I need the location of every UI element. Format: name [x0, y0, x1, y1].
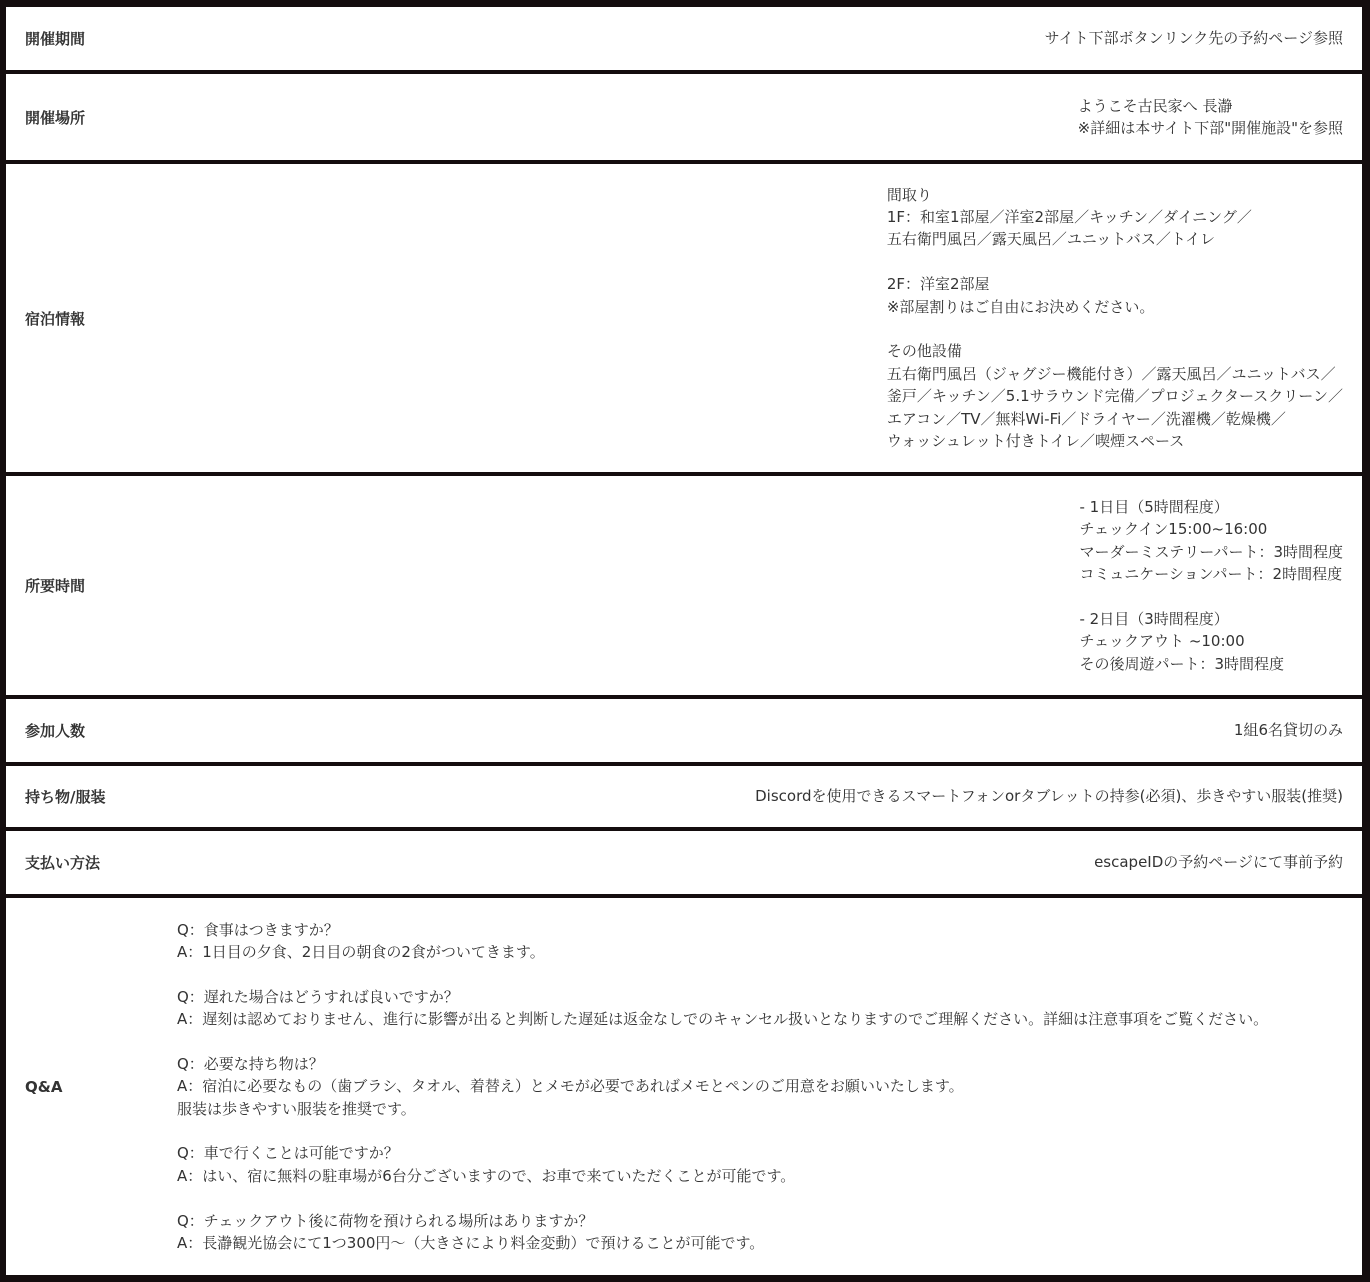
value-line: escapeIDの予約ページにて事前予約 — [1094, 853, 1343, 872]
value-line: ウォッシュレット付きトイレ／喫煙スペース — [886, 431, 1185, 450]
row-value — [1078, 74, 1343, 160]
value-line: その他設備 — [886, 342, 962, 361]
line-spacer — [177, 963, 1268, 985]
value-line: エアコン／TV／無料Wi-Fi／ドライヤー／洗濯機／乾燥機／ — [886, 409, 1286, 428]
row-value — [177, 898, 1268, 1275]
value-line: Q：食事はつきますか？ — [177, 920, 339, 939]
value-lines — [1080, 496, 1344, 675]
row-label: 参加人数 — [25, 722, 86, 740]
value-line: 服装は歩きやすい服装を推奨です。 — [177, 1099, 416, 1118]
info-row-participants — [6, 699, 1362, 762]
value-line: マーダーミステリーパート：3時間程度 — [1079, 542, 1343, 561]
value-line: A：1日目の夕食、2日目の朝食の2食がついてきます。 — [177, 942, 545, 961]
value-line: 釜戸／キッチン／5.1サラウンド完備／プロジェクタースクリーン／ — [886, 387, 1343, 406]
value-line: 2F：洋室2部屋 — [886, 275, 990, 294]
line-spacer — [177, 1031, 1268, 1053]
row-value — [1234, 699, 1343, 762]
value-line: ※詳細は本サイト下部"開催施設"を参照 — [1077, 119, 1343, 137]
row-label: 支払い方法 — [25, 854, 101, 872]
row-label: Q&A — [25, 1077, 63, 1096]
row-value — [1094, 831, 1343, 894]
row-value — [887, 164, 1343, 472]
value-line: 間取り — [886, 185, 932, 204]
value-line: 五右衛門風呂／露天風呂／ユニットバス／トイレ — [886, 230, 1216, 249]
value-line: ※部屋割りはご自由にお決めください。 — [886, 297, 1155, 316]
line-spacer — [887, 318, 1343, 340]
info-row-period — [6, 7, 1362, 70]
line-spacer — [1080, 586, 1344, 608]
value-line: 1組6名貸切のみ — [1233, 721, 1343, 740]
value-line: Q：車で行くことは可能ですか？ — [177, 1144, 399, 1163]
row-label: 持ち物/服装 — [25, 788, 106, 806]
value-line: Q：遅れた場合はどうすれば良いですか？ — [177, 987, 459, 1006]
info-row-lodging — [6, 164, 1362, 472]
info-row-belongings — [6, 766, 1362, 827]
value-lines — [1078, 95, 1343, 140]
value-lines — [887, 184, 1343, 453]
value-line: その後周遊パート：3時間程度 — [1079, 654, 1285, 673]
value-line: - 1日目（5時間程度） — [1079, 497, 1229, 516]
row-label: 所要時間 — [25, 577, 86, 595]
value-line: - 2日目（3時間程度） — [1079, 609, 1229, 628]
row-label: 宿泊情報 — [25, 309, 86, 328]
value-line: 1F：和室1部屋／洋室2部屋／キッチン／ダイニング／ — [886, 208, 1252, 227]
line-spacer — [177, 1120, 1268, 1142]
line-spacer — [887, 251, 1343, 273]
value-lines — [1234, 719, 1343, 741]
value-line: Q：チェックアウト後に荷物を預けられる場所はありますか？ — [177, 1211, 594, 1230]
value-line: A：宿泊に必要なもの（歯ブラシ、タオル、着替え）とメモが必要であればメモとペンのご用意をお願いいたします。 — [177, 1077, 964, 1096]
value-lines — [177, 919, 1268, 1255]
event-info-table — [6, 7, 1362, 1275]
value-line: A：はい、宿に無料の駐車場が6台分ございますので、お車で来ていただくことが可能です。 — [177, 1166, 796, 1185]
value-lines — [1045, 27, 1343, 49]
row-value — [755, 766, 1343, 827]
row-value — [1080, 476, 1344, 695]
row-label: 開催場所 — [25, 108, 86, 127]
info-row-faq — [6, 898, 1362, 1275]
value-line: チェックイン15:00~16:00 — [1079, 520, 1268, 539]
value-line: Discordを使用できるスマートフォンorタブレットの持参(必須)、歩きやすい服装(推奨) — [755, 787, 1343, 806]
value-line: 五右衛門風呂（ジャグジー機能付き）／露天風呂／ユニットバス／ — [886, 364, 1336, 383]
value-lines — [755, 785, 1343, 807]
value-line: ようこそ古民家へ 長瀞 — [1077, 96, 1233, 115]
row-value — [1045, 7, 1343, 70]
value-line: A：長瀞観光協会にて1つ300円～（大きさにより料金変動）で預けることが可能です。 — [177, 1234, 765, 1253]
info-row-payment — [6, 831, 1362, 894]
info-row-duration — [6, 476, 1362, 695]
value-line: サイト下部ボタンリンク先の予約ページ参照 — [1044, 29, 1343, 48]
value-line: コミュニケーションパート：2時間程度 — [1079, 565, 1343, 584]
value-line: チェックアウト ~10:00 — [1079, 632, 1245, 651]
info-row-venue — [6, 74, 1362, 160]
row-label: 開催期間 — [25, 30, 86, 48]
value-lines — [1094, 851, 1343, 873]
line-spacer — [177, 1187, 1268, 1209]
value-line: A：遅刻は認めておりません、進行に影響が出ると判断した遅延は返金なしでのキャンセル扱いとなりますのでご理解ください。詳細は注意事項をご覧ください。 — [177, 1010, 1269, 1029]
value-line: Q：必要な持ち物は？ — [177, 1054, 324, 1073]
